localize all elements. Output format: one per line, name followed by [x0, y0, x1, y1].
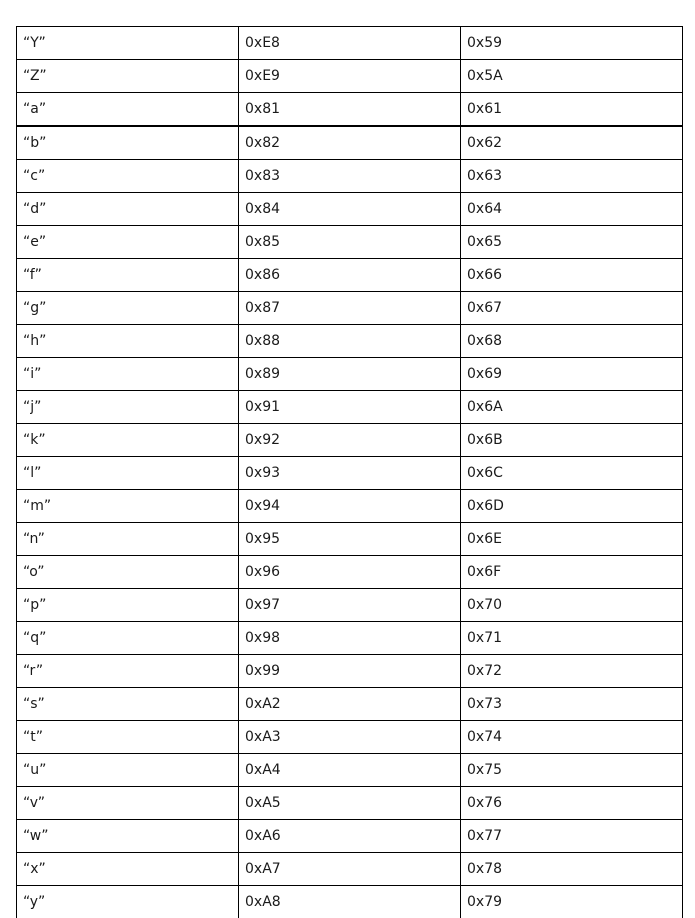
ascii-code-cell: 0x6F	[461, 556, 683, 589]
table-row	[17, 27, 683, 60]
table-row	[17, 93, 683, 127]
character-cell: “s”	[17, 688, 239, 721]
ascii-code-cell: 0x68	[461, 325, 683, 358]
ascii-code-cell: 0x66	[461, 259, 683, 292]
character-cell: “x”	[17, 853, 239, 886]
ebcdic-code-cell: 0xA4	[239, 754, 461, 787]
ascii-code-cell: 0x6E	[461, 523, 683, 556]
ebcdic-code-cell: 0xA7	[239, 853, 461, 886]
character-cell: “u”	[17, 754, 239, 787]
ascii-code-cell: 0x77	[461, 820, 683, 853]
character-cell: “f”	[17, 259, 239, 292]
ascii-code-cell: 0x72	[461, 655, 683, 688]
ebcdic-code-cell: 0x96	[239, 556, 461, 589]
table-row	[17, 424, 683, 457]
ebcdic-code-cell: 0x91	[239, 391, 461, 424]
ascii-code-cell: 0x67	[461, 292, 683, 325]
ascii-code-cell: 0x6D	[461, 490, 683, 523]
ebcdic-code-cell: 0x98	[239, 622, 461, 655]
ebcdic-code-cell: 0x87	[239, 292, 461, 325]
ascii-code-cell: 0x76	[461, 787, 683, 820]
ebcdic-code-cell: 0x86	[239, 259, 461, 292]
table-row	[17, 523, 683, 556]
character-cell: “t”	[17, 721, 239, 754]
ascii-code-cell: 0x59	[461, 27, 683, 60]
ascii-code-cell: 0x73	[461, 688, 683, 721]
ascii-code-cell: 0x62	[461, 126, 683, 160]
table-row	[17, 787, 683, 820]
table-row	[17, 160, 683, 193]
table-row	[17, 655, 683, 688]
table-row	[17, 358, 683, 391]
table-row	[17, 226, 683, 259]
character-cell: “b”	[17, 126, 239, 160]
ascii-code-cell: 0x61	[461, 93, 683, 127]
table-row	[17, 721, 683, 754]
table-row	[17, 391, 683, 424]
table-row	[17, 853, 683, 886]
ascii-code-cell: 0x70	[461, 589, 683, 622]
ebcdic-code-cell: 0x97	[239, 589, 461, 622]
ebcdic-code-cell: 0x84	[239, 193, 461, 226]
character-cell: “r”	[17, 655, 239, 688]
table-row	[17, 556, 683, 589]
ebcdic-code-cell: 0x95	[239, 523, 461, 556]
character-cell: “q”	[17, 622, 239, 655]
table-row	[17, 589, 683, 622]
character-cell: “j”	[17, 391, 239, 424]
ebcdic-code-cell: 0x83	[239, 160, 461, 193]
character-cell: “m”	[17, 490, 239, 523]
ascii-code-cell: 0x69	[461, 358, 683, 391]
character-cell: “n”	[17, 523, 239, 556]
ebcdic-code-cell: 0x99	[239, 655, 461, 688]
ebcdic-code-cell: 0x88	[239, 325, 461, 358]
table-row	[17, 622, 683, 655]
table-row	[17, 292, 683, 325]
ebcdic-code-cell: 0x85	[239, 226, 461, 259]
character-cell: “o”	[17, 556, 239, 589]
ebcdic-code-cell: 0xA3	[239, 721, 461, 754]
character-cell: “Y”	[17, 27, 239, 60]
table-row	[17, 490, 683, 523]
table-row	[17, 193, 683, 226]
ebcdic-code-cell: 0x94	[239, 490, 461, 523]
ascii-code-cell: 0x75	[461, 754, 683, 787]
ascii-code-cell: 0x74	[461, 721, 683, 754]
character-cell: “a”	[17, 93, 239, 127]
table-row	[17, 126, 683, 160]
table-row	[17, 259, 683, 292]
ascii-code-cell: 0x71	[461, 622, 683, 655]
ascii-code-cell: 0x63	[461, 160, 683, 193]
character-cell: “h”	[17, 325, 239, 358]
ascii-code-cell: 0x6B	[461, 424, 683, 457]
character-cell: “l”	[17, 457, 239, 490]
ebcdic-code-cell: 0xA5	[239, 787, 461, 820]
ebcdic-code-cell: 0x92	[239, 424, 461, 457]
table-row	[17, 886, 683, 918]
character-cell: “e”	[17, 226, 239, 259]
table-row	[17, 60, 683, 93]
ebcdic-code-cell: 0xA6	[239, 820, 461, 853]
ascii-code-cell: 0x6A	[461, 391, 683, 424]
ebcdic-code-cell: 0x89	[239, 358, 461, 391]
ebcdic-code-cell: 0x93	[239, 457, 461, 490]
ebcdic-code-cell: 0xE9	[239, 60, 461, 93]
character-cell: “k”	[17, 424, 239, 457]
ascii-code-cell: 0x6C	[461, 457, 683, 490]
ebcdic-code-cell: 0x82	[239, 126, 461, 160]
character-cell: “d”	[17, 193, 239, 226]
character-cell: “i”	[17, 358, 239, 391]
character-cell: “Z”	[17, 60, 239, 93]
ascii-code-cell: 0x79	[461, 886, 683, 918]
table-row	[17, 820, 683, 853]
character-cell: “c”	[17, 160, 239, 193]
ascii-code-cell: 0x5A	[461, 60, 683, 93]
table-row	[17, 325, 683, 358]
ebcdic-code-cell: 0xE8	[239, 27, 461, 60]
table-row	[17, 688, 683, 721]
ebcdic-code-cell: 0xA8	[239, 886, 461, 918]
ascii-code-cell: 0x64	[461, 193, 683, 226]
table-row	[17, 754, 683, 787]
table-row	[17, 457, 683, 490]
ebcdic-code-cell: 0x81	[239, 93, 461, 127]
ascii-code-cell: 0x65	[461, 226, 683, 259]
character-code-table	[16, 26, 683, 918]
character-cell: “p”	[17, 589, 239, 622]
table-body	[17, 27, 683, 918]
character-cell: “g”	[17, 292, 239, 325]
ebcdic-code-cell: 0xA2	[239, 688, 461, 721]
character-cell: “v”	[17, 787, 239, 820]
ascii-code-cell: 0x78	[461, 853, 683, 886]
character-cell: “w”	[17, 820, 239, 853]
character-cell: “y”	[17, 886, 239, 918]
code-table-container	[16, 26, 682, 918]
